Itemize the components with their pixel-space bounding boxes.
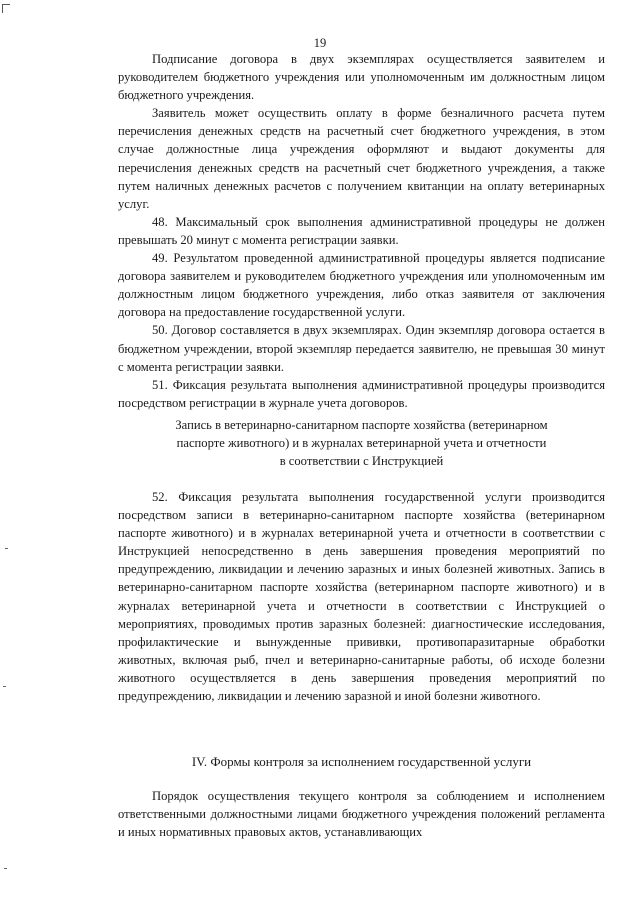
- subheading-record: [118, 416, 605, 470]
- scan-artifact: [4, 868, 7, 869]
- page-number: 19: [313, 36, 327, 50]
- subheading-line: Запись в ветеринарно-санитарном паспорте хозяйства (ветеринарном: [175, 418, 548, 432]
- paragraph-52: 52. Фиксация результата выполнения государственной услуги производится посредством записи в ветеринарно-санитарном паспорте хозяйства (ветеринарном паспорте животного) и в журналах ветеринарной учета и отчетности в соответствии с Инструкцией непосредственно в день завершения проведения мероприятий по предупреждению, ликвидации и лечению заразных и иных болезней животных. Запись в ветеринарно-санитарном паспорте хозяйства (ветеринарном паспорте животного) и в журналах ветеринарной учета и отчетности в соответствии с Инструкцией о мероприятиях, проводимых против заразных болезней: диагностические исследования, профилактические и вынужденные прививки, противопаразитарные обработки животных, включая рыб, пчел и ветеринарно-санитарные работы, об исходе болезни животного осуществляется в день завершения проведения мероприятий по предупреждению, ликвидации и лечению заразной и иной болезни животного.: [118, 490, 605, 704]
- paragraph-49: 49. Результатом проведенной административной процедуры является подписание договора заявителем и руководителем бюджетного учреждения или уполномоченным им должностным лицом бюджетного учреждения, либо отказ заявителя от заключения договора на предоставление государственной услуги.: [118, 251, 605, 320]
- subheading-line: в соответствии с Инструкцией: [279, 454, 444, 469]
- scan-artifact: [5, 548, 8, 549]
- subheading-line: паспорте животного) и в журналах ветеринарной учета и отчетности: [176, 436, 547, 451]
- scan-artifact: [3, 686, 6, 687]
- paragraph-control: Порядок осуществления текущего контроля за соблюдением и исполнением ответственными должностными лицами бюджетного учреждения положений регламента и иных нормативных правовых актов, устанавливающих: [118, 789, 605, 840]
- scan-corner-mark: [2, 4, 10, 13]
- paragraph-50: 50. Договор составляется в двух экземплярах. Один экземпляр договора остается в бюджетном учреждении, второй экземпляр передается заявителю, не превышая 30 минут с момента регистрации заявки.: [118, 323, 605, 374]
- body-text-control: [118, 787, 605, 841]
- paragraph-payment: Заявитель может осуществить оплату в форме безналичного расчета путем перечисления денежных средств на расчетный счет бюджетного учреждения, в этом случае должностные лица учреждения оформляют и выдают документы для перечисления денежных средств на расчетный счет бюджетного учреждения, а также путем наличных денежных расчетов с получением квитанции на оплату ветеринарных услуг.: [118, 106, 605, 211]
- paragraph-signing: Подписание договора в двух экземплярах осуществляется заявителем и руководителем бюджетного учреждения или уполномоченным им должностным лицом бюджетного учреждения.: [118, 52, 605, 103]
- paragraph-51: 51. Фиксация результата выполнения административной процедуры производится посредством регистрации в журнале учета договоров.: [118, 377, 605, 410]
- paragraph-48: 48. Максимальный срок выполнения административной процедуры не должен превышать 20 минут с момента регистрации заявки.: [118, 214, 605, 247]
- section-heading: IV. Формы контроля за исполнением государственной услуги: [191, 754, 532, 769]
- body-text-52: [118, 488, 605, 705]
- body-text-top: [118, 50, 605, 412]
